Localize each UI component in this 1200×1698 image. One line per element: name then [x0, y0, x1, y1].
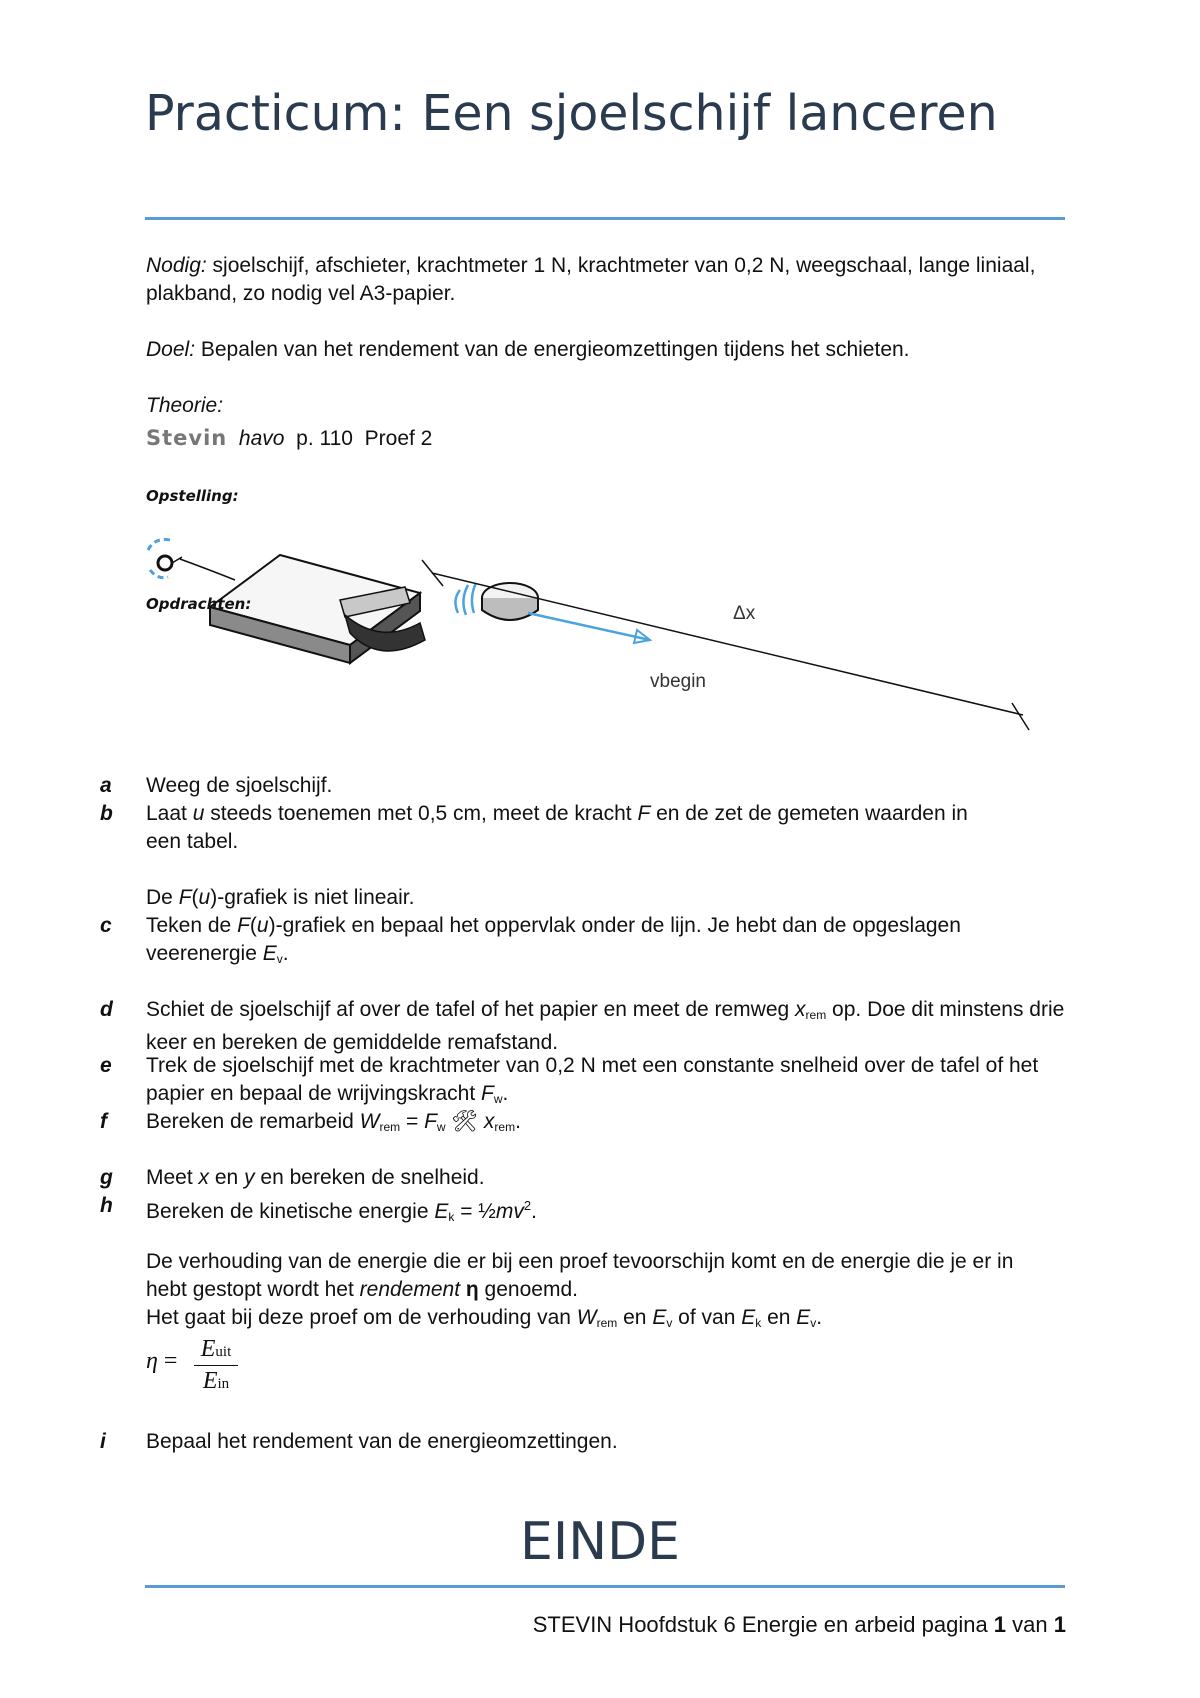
item-e-letter: e	[100, 1054, 112, 1077]
page-footer: STEVIN Hoofdstuk 6 Energie en arbeid pagina 1 van 1	[532, 1612, 1066, 1637]
title-divider	[145, 217, 1065, 220]
goal-label: Doel:	[146, 338, 196, 361]
tasks-label: Opdrachten:	[146, 595, 252, 613]
item-d-letter: d	[100, 998, 113, 1021]
current-page: 1	[993, 1612, 1007, 1637]
end-heading: EINDE	[520, 1512, 680, 1572]
efficiency-formula: η = Euit Ein	[146, 1348, 177, 1375]
setup-label: Opstelling:	[146, 487, 239, 505]
reference-level: havo	[238, 427, 285, 450]
velocity-label: vbegin	[650, 671, 706, 692]
item-i-letter: i	[100, 1430, 106, 1453]
item-b-text: Laat u steeds toenemen met 0,5 cm, meet de kracht F en de zet de gemeten waarden in een tabel.	[146, 802, 968, 853]
reference-page: p. 110	[296, 427, 353, 450]
velocity-arrow	[528, 613, 650, 643]
efficiency-ratio-text: Het gaat bij deze proef om de verhouding van $W_{rem}$ en $E_v$ of van $E_k$ en $E_v$.	[146, 1306, 823, 1330]
item-c-letter: c	[100, 914, 112, 937]
item-h-text: Bereken de kinetische energie $E_k$ = $\frac{1}{2}mv^2$.	[146, 1198, 537, 1224]
total-pages: 1	[1053, 1612, 1066, 1637]
item-h-letter: h	[100, 1194, 113, 1217]
item-b-letter: b	[100, 802, 113, 825]
needed-text: sjoelschijf, afschieter, krachtmeter 1 N, krachtmeter van 0,2 N, weegschaal, lange liniaal, plakband, zo nodig vel A3-papier.	[146, 254, 1036, 305]
item-f-text: Bereken de remarbeid $W_{rem} = F_w$ 🛠 $x_{rem}$.	[146, 1110, 521, 1134]
item-e-text: Trek de sjoelschijf met de krachtmeter van 0,2 N met een constante snelheid over de tafel of het papier en bepaal de wrijvingskracht $F_w$.	[146, 1054, 1039, 1106]
item-f-letter: f	[100, 1110, 107, 1133]
needed-label: Nodig:	[146, 254, 207, 277]
item-c-text: Teken de F(u)-grafiek en bepaal het oppervlak onder de lijn. Je hebt dan de opgeslagen veerenergie $E_v$.	[146, 914, 961, 966]
page-title: Practicum: Een sjoelschijf lanceren	[145, 85, 998, 142]
theory-reference	[146, 424, 432, 453]
item-d-text: Schiet de sjoelschijf af over de tafel of het papier en meet de remweg $x_{rem}$ op. Doe dit minstens drie keer en bereken de gemiddelde remafstand.	[146, 998, 1065, 1054]
needed-paragraph	[146, 252, 1066, 308]
reference-proof: Proef 2	[364, 427, 433, 450]
end-divider	[145, 1585, 1065, 1588]
delta-x-label: Δx	[733, 603, 756, 624]
goal-paragraph	[146, 336, 1066, 364]
theory-label: Theorie:	[146, 394, 224, 417]
item-a-letter: a	[100, 774, 112, 797]
setup-diagram	[140, 525, 1040, 735]
goal-text: Bepalen van het rendement van de energieomzettingen tijdens het schieten.	[195, 338, 910, 361]
item-g-letter: g	[100, 1166, 113, 1189]
item-i-text: Bepaal het rendement van de energieomzettingen.	[146, 1430, 618, 1453]
multiply-tools-icon: 🛠	[445, 1110, 484, 1133]
efficiency-explanation: De verhouding van de energie die er bij een proef tevoorschijn komt en de energie die je er in hebt gestopt wordt het rendement η genoemd.	[146, 1250, 1014, 1301]
note-nonlinear: De F(u)-grafiek is niet lineair.	[146, 886, 415, 909]
reference-book: Stevin	[146, 426, 228, 450]
item-g-text: Meet x en y en bereken de snelheid.	[146, 1166, 485, 1189]
item-a-text: Weeg de sjoelschijf.	[146, 774, 333, 797]
